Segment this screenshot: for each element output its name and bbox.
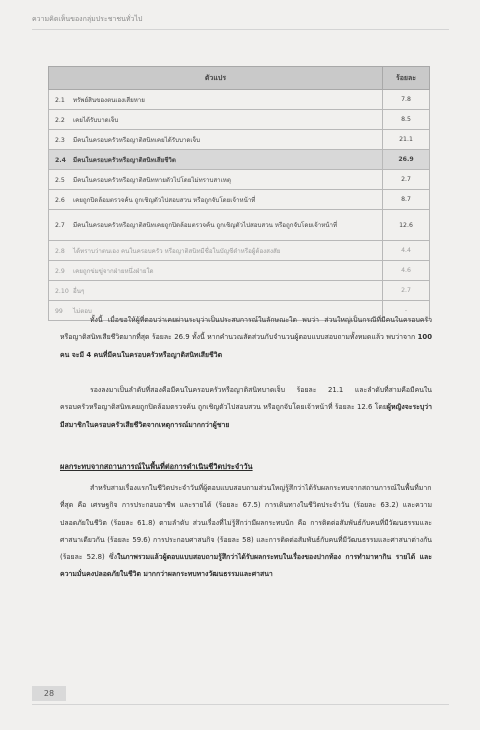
table-row	[49, 190, 430, 210]
row-value: -	[383, 301, 430, 321]
row-value: 2.7	[383, 281, 430, 301]
paragraph-2	[60, 382, 432, 434]
row-label	[49, 130, 383, 150]
row-number: 2.3	[55, 136, 65, 144]
footer-rule	[32, 704, 449, 705]
row-label	[49, 210, 383, 241]
row-value: 12.6	[383, 210, 430, 241]
row-label	[49, 150, 383, 170]
paragraph-1-emphasis: 100 คน จะมี 4 คนที่มีคนในครอบครัวหรือญาติสนิทเสียชีวิต	[60, 333, 432, 359]
row-value: 4.6	[383, 261, 430, 281]
row-label	[49, 90, 383, 110]
paragraph-3-text: สำหรับสามเรื่องแรกในชีวิตประจำวันที่ผู้ตอบแบบสอบถามส่วนใหญ่รู้สึกว่าได้รับผลกระทบจากสถานการณ์ในพื้นที่มากที่สุด คือ เศรษฐกิจ การประกอบอาชีพ และรายได้ (ร้อยละ 67.5) การเดินทางในชีวิตประจำวัน (ร้อยละ 63.2) และความปลอดภัยในชีวิต (ร้อยละ 61.8) ตามลำดับ ส่วนเรื่องที่ไม่รู้สึกว่ามีผลกระทบนัก คือ การติดต่อสัมพันธ์กับคนที่มีวัฒนธรรมและศาสนาเดียวกัน (ร้อยละ 59.6) การประกอบศาสนกิจ (ร้อยละ 58) และการติดต่อสัมพันธ์กับคนที่มีวัฒนธรรมและศาสนาต่างกัน (ร้อยละ 52.8) ซึ่ง	[60, 484, 432, 562]
row-text: เคยได้รับบาดเจ็บ	[73, 116, 119, 124]
row-text: มีคนในครอบครัวหรือญาติสนิทเคยได้รับบาดเจ็บ	[73, 136, 201, 144]
table-row	[49, 130, 430, 150]
row-label	[49, 190, 383, 210]
header-rule	[32, 29, 449, 30]
row-number: 2.9	[55, 267, 65, 275]
row-label	[49, 261, 383, 281]
paragraph-1	[60, 312, 432, 364]
row-text: ทรัพย์สินของตนเองเสียหาย	[73, 96, 145, 104]
row-text: เคยถูกปิดล้อมตรวจค้น ถูกเชิญตัวไปสอบสวน หรือถูกจับโดยเจ้าหน้าที่	[73, 196, 256, 204]
row-value: 26.9	[383, 150, 430, 170]
row-text: มีคนในครอบครัวหรือญาติสนิทเคยถูกปิดล้อมตรวจค้น ถูกเชิญตัวไปสอบสวน หรือถูกจับโดยเจ้าหน้าที่	[73, 222, 338, 229]
column-header-percent: ร้อยละ	[383, 67, 430, 90]
table-row	[49, 170, 430, 190]
row-number: 2.7	[55, 222, 65, 229]
table-row	[49, 241, 430, 261]
paragraph-2-emphasis: ผู้หญิงจะระบุว่ามีสมาชิกในครอบครัวเสียชีวิตจากเหตุการณ์มากกว่าผู้ชาย	[60, 403, 432, 429]
row-number: 2.6	[55, 196, 65, 204]
table-row	[49, 281, 430, 301]
row-text: มีคนในครอบครัวหรือญาติสนิทเสียชีวิต	[73, 156, 176, 164]
row-number: 2.10	[55, 287, 69, 295]
row-label	[49, 110, 383, 130]
row-label	[49, 281, 383, 301]
table-row	[49, 90, 430, 110]
column-header-variable: ตัวแปร	[49, 67, 383, 90]
row-text: เคยถูกข่มขู่จากฝ่ายหนึ่งฝ่ายใด	[73, 267, 154, 275]
table-row	[49, 261, 430, 281]
row-number: 2.1	[55, 96, 65, 104]
row-value: 8.5	[383, 110, 430, 130]
row-value: 7.8	[383, 90, 430, 110]
row-number: 2.4	[55, 156, 66, 164]
row-number: 99	[55, 307, 63, 315]
row-value: 21.1	[383, 130, 430, 150]
row-value: 4.4	[383, 241, 430, 261]
table-header-row	[49, 67, 430, 90]
table-row-highlighted	[49, 150, 430, 170]
row-number: 2.8	[55, 247, 65, 255]
section-heading: ผลกระทบจากสถานการณ์ในพื้นที่ต่อการดำเนินชีวิตประจำวัน	[60, 462, 253, 471]
table-row	[49, 210, 430, 241]
paragraph-2-text: รองลงมาเป็นลำดับที่สองคือมีคนในครอบครัวหรือญาติสนิทบาดเจ็บ ร้อยละ 21.1 และลำดับที่สามคือมีคนในครอบครัวหรือญาติสนิทเคยถูกปิดล้อมตรวจค้น ถูกเชิญตัวไปสอบสวน หรือถูกจับโดยเจ้าหน้าที่ ร้อยละ 12.6 โดย	[60, 386, 432, 412]
row-value: 8.7	[383, 190, 430, 210]
paragraph-1-text: ทั้งนี้ เมื่อขอให้ผู้ที่ตอบว่าเคยผ่านระบุว่าเป็นประสบการณ์ในลักษณะใด พบว่า ส่วนใหญ่เป็นกรณีที่มีคนในครอบครัวหรือญาติสนิทเสียชีวิตมากที่สุด ร้อยละ 26.9 ทั้งนี้ หากคำนวณสัดส่วนกับจำนวนผู้ตอบแบบสอบถามทั้งหมดแล้ว พบว่าจาก	[60, 316, 432, 342]
row-text: ไม่ตอบ	[73, 307, 92, 315]
paragraph-3-emphasis: ในภาพรวมแล้วผู้ตอบแบบสอบถามรู้สึกว่าได้รับผลกระทบในเรื่องของปากท้อง การทำมาหากิน รายได้ และความมั่นคงปลอดภัยในชีวิต มากกว่าผลกระทบทางวัฒนธรรมและศาสนา	[60, 553, 432, 579]
row-number: 2.5	[55, 176, 65, 184]
table-row	[49, 110, 430, 130]
row-text: ได้ทราบว่าตนเอง คนในครอบครัว หรือญาติสนิทมีชื่อในบัญชีดำหรือผู้ต้องสงสัย	[73, 247, 281, 255]
row-number: 2.2	[55, 116, 65, 124]
paragraph-3	[60, 480, 432, 584]
row-label	[49, 241, 383, 261]
page-number: 28	[32, 686, 66, 701]
row-label	[49, 170, 383, 190]
results-table	[48, 66, 430, 321]
running-header: ความคิดเห็นของกลุ่มประชาชนทั่วไป	[32, 15, 143, 23]
row-text: มีคนในครอบครัวหรือญาติสนิทหายตัวไปโดยไม่ทราบสาเหตุ	[73, 176, 231, 184]
row-text: อื่นๆ	[73, 287, 85, 295]
row-value: 2.7	[383, 170, 430, 190]
